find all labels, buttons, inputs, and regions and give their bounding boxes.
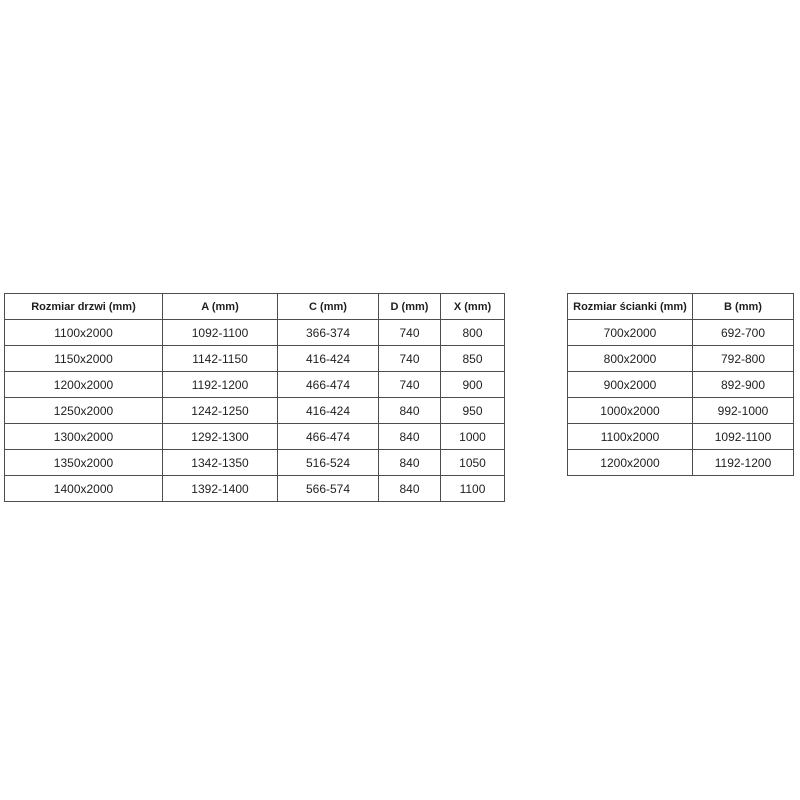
table-cell: 1200x2000	[568, 450, 693, 476]
table-cell: 900x2000	[568, 372, 693, 398]
table-cell: 692-700	[693, 320, 794, 346]
table-row	[568, 320, 794, 346]
table-cell: 740	[379, 320, 441, 346]
table-row	[568, 398, 794, 424]
table-cell: 466-474	[278, 424, 379, 450]
table-cell: 892-900	[693, 372, 794, 398]
table-cell: 1050	[441, 450, 505, 476]
table-cell: 1300x2000	[5, 424, 163, 450]
table-cell: 566-574	[278, 476, 379, 502]
table-row	[5, 320, 505, 346]
table-cell: 416-424	[278, 346, 379, 372]
table-cell: 466-474	[278, 372, 379, 398]
table-row	[5, 424, 505, 450]
table-cell: 840	[379, 398, 441, 424]
table-cell: 1242-1250	[163, 398, 278, 424]
wall-sizes-table	[567, 293, 794, 476]
table-cell: 1350x2000	[5, 450, 163, 476]
table-cell: 1000x2000	[568, 398, 693, 424]
table-cell: 1342-1350	[163, 450, 278, 476]
column-header: A (mm)	[163, 294, 278, 320]
table-header-row	[568, 294, 794, 320]
table-cell: 792-800	[693, 346, 794, 372]
table-row	[568, 372, 794, 398]
table-cell: 1192-1200	[163, 372, 278, 398]
table-cell: 950	[441, 398, 505, 424]
column-header: X (mm)	[441, 294, 505, 320]
column-header: D (mm)	[379, 294, 441, 320]
table-cell: 1092-1100	[693, 424, 794, 450]
table-cell: 1250x2000	[5, 398, 163, 424]
table-cell: 840	[379, 424, 441, 450]
table-cell: 1392-1400	[163, 476, 278, 502]
table-cell: 992-1000	[693, 398, 794, 424]
column-header: C (mm)	[278, 294, 379, 320]
table-cell: 1292-1300	[163, 424, 278, 450]
table-row	[568, 424, 794, 450]
table-cell: 1400x2000	[5, 476, 163, 502]
table-row	[5, 476, 505, 502]
table-cell: 1142-1150	[163, 346, 278, 372]
door-sizes-table	[4, 293, 505, 502]
table-cell: 366-374	[278, 320, 379, 346]
table-row	[5, 372, 505, 398]
table-row	[5, 346, 505, 372]
table-row	[568, 450, 794, 476]
table-cell: 1092-1100	[163, 320, 278, 346]
table-cell: 700x2000	[568, 320, 693, 346]
table-row	[568, 346, 794, 372]
table-cell: 740	[379, 346, 441, 372]
table-cell: 1000	[441, 424, 505, 450]
table-cell: 800	[441, 320, 505, 346]
table-row	[5, 398, 505, 424]
table-cell: 840	[379, 476, 441, 502]
table-cell: 1150x2000	[5, 346, 163, 372]
table-cell: 840	[379, 450, 441, 476]
table-cell: 516-524	[278, 450, 379, 476]
table-cell: 900	[441, 372, 505, 398]
column-header: Rozmiar ścianki (mm)	[568, 294, 693, 320]
table-cell: 800x2000	[568, 346, 693, 372]
column-header: B (mm)	[693, 294, 794, 320]
table-cell: 1100x2000	[5, 320, 163, 346]
table-cell: 416-424	[278, 398, 379, 424]
table-cell: 740	[379, 372, 441, 398]
table-cell: 1100	[441, 476, 505, 502]
table-cell: 1192-1200	[693, 450, 794, 476]
table-row	[5, 450, 505, 476]
column-header: Rozmiar drzwi (mm)	[5, 294, 163, 320]
table-cell: 1100x2000	[568, 424, 693, 450]
table-cell: 1200x2000	[5, 372, 163, 398]
table-header-row	[5, 294, 505, 320]
table-cell: 850	[441, 346, 505, 372]
